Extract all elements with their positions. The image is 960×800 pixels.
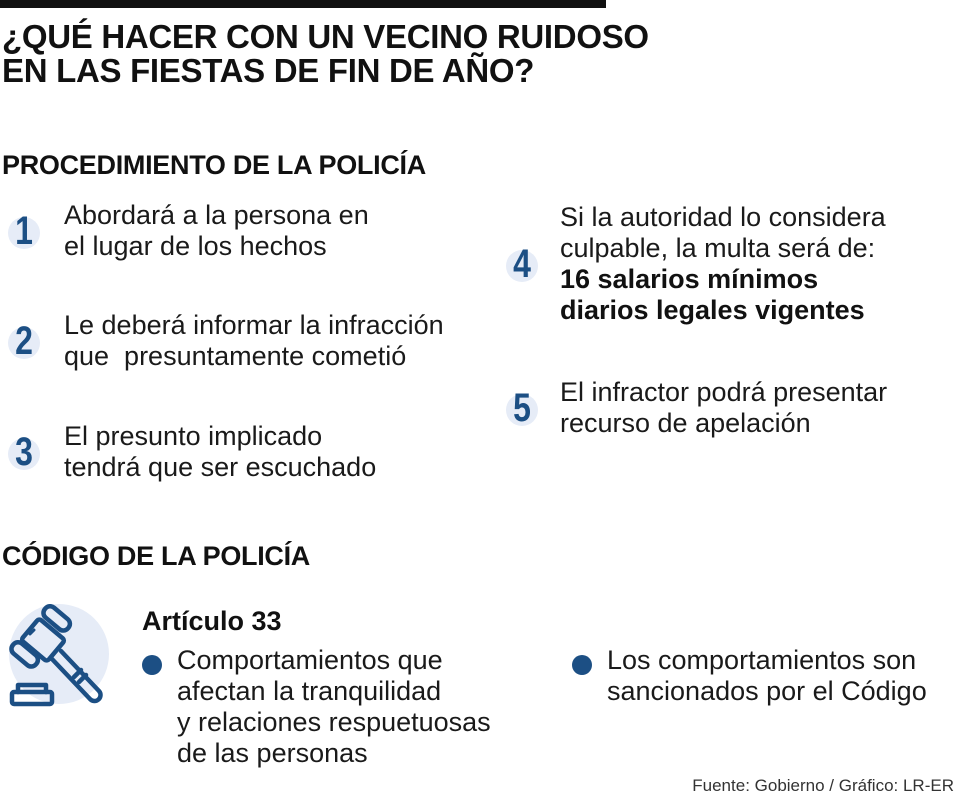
code-bullet-2 [572,645,927,707]
step-number-badge: 1 [2,207,50,255]
fine-amount: 16 salarios mínimos [560,264,819,294]
top-rule [0,0,606,8]
step-number-badge: 4 [500,240,548,288]
procedure-step-2 [2,310,444,372]
gavel-icon [4,604,114,714]
procedure-step-1 [2,200,369,262]
bullet-text: Comportamientos que afectan la tranquilidad y relaciones respuetuosas de las personas [177,645,491,768]
step-number-badge: 3 [2,428,50,476]
step-number-badge: 5 [500,384,548,432]
fine-amount-unit: diarios legales vigentes [560,295,865,325]
code-bullet-1 [142,645,491,769]
bullet-dot-icon [572,655,592,675]
step-text: Si la autoridad lo considera culpable, la multa será de: 16 salarios mínimos diarios legales vigentes [560,202,886,325]
source-credit: Fuente: Gobierno / Gráfico: LR-ER [692,776,954,795]
bullet-text: Los comportamientos son sancionados por el Código [607,645,927,706]
step-text: El presunto implicado tendrá que ser escuchado [64,421,377,482]
procedure-step-5 [500,377,887,439]
procedure-heading: PROCEDIMIENTO DE LA POLICÍA [2,150,426,180]
procedure-step-4 [500,202,886,326]
procedure-step-3 [2,421,376,483]
bullet-dot-icon [142,655,162,675]
title-line-1: ¿QUÉ HACER CON UN VECINO RUIDOSO [2,18,649,55]
step-text: Abordará a la persona en el lugar de los hechos [64,200,369,261]
step-number-badge: 2 [2,317,50,365]
step-text: Le deberá informar la infracción que presuntamente cometió [64,310,444,371]
page-title [2,20,649,88]
code-heading: CÓDIGO DE LA POLICÍA [2,541,311,571]
step-text: El infractor podrá presentar recurso de apelación [560,377,888,438]
article-title: Artículo 33 [142,606,282,636]
title-line-2: EN LAS FIESTAS DE FIN DE AÑO? [2,52,535,89]
